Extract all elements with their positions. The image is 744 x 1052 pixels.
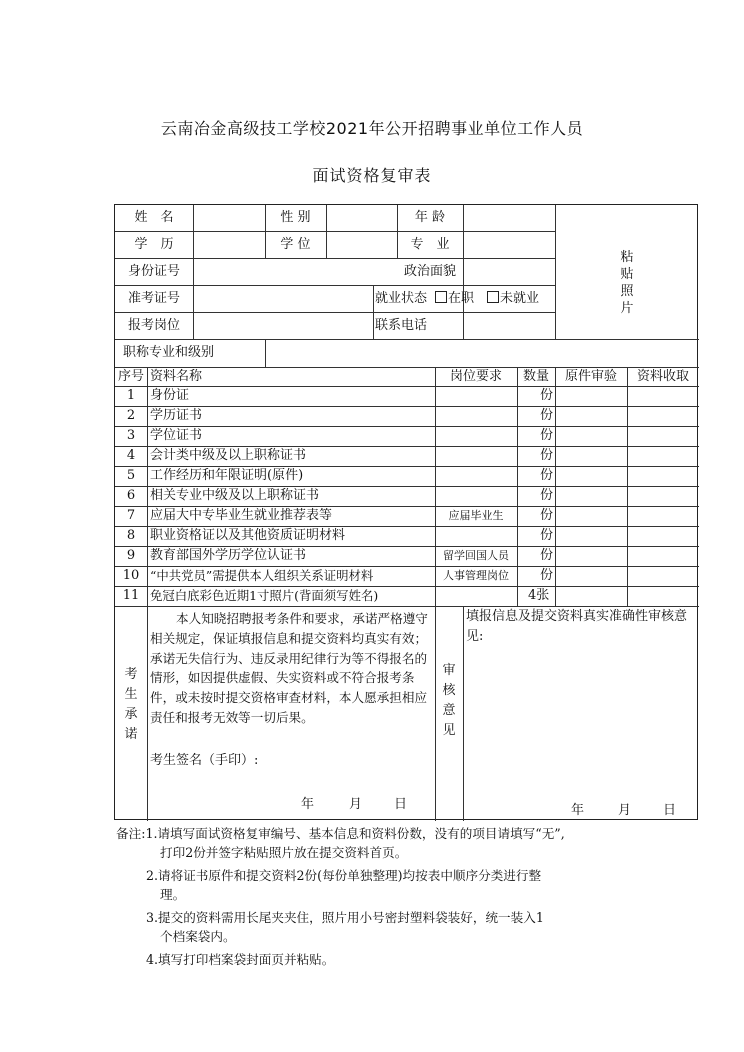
degree-label: 学 位 xyxy=(280,237,311,252)
note-1: 1.请填写面试资格复审编号、基本信息和资料份数，没有的项目请填写“无”, xyxy=(145,826,565,841)
note-4: 4.填写打印档案袋封面页并粘贴。 xyxy=(146,952,335,967)
notes-section xyxy=(116,824,716,969)
row-quantity: 份 xyxy=(540,488,554,503)
row-no: 11 xyxy=(122,588,140,603)
employed-option[interactable] xyxy=(435,291,474,307)
title-level-label: 职称专业和级别 xyxy=(123,345,215,360)
review-year: 年 xyxy=(571,803,585,818)
row-no: 2 xyxy=(126,408,136,423)
promise-label-char: 考 xyxy=(124,667,138,682)
row-quantity: 份 xyxy=(540,548,554,563)
note-2: 2.请将证书原件和提交资料2份(每份单独整理)均按表中顺序分类进行整 xyxy=(146,868,542,883)
review-label-char: 核 xyxy=(442,683,456,698)
row-material: “中共党员”需提供本人组织关系证明材料 xyxy=(150,568,374,583)
employment-status-label: 就业状态 xyxy=(375,291,428,306)
employed-checkbox[interactable] xyxy=(435,291,447,303)
name-label: 姓 名 xyxy=(134,210,174,225)
signature-label: 考生签名（手印）: xyxy=(150,753,259,768)
row-no: 5 xyxy=(126,468,136,483)
row-quantity: 份 xyxy=(540,408,554,423)
note-3-cont: 个档案袋内。 xyxy=(160,929,236,944)
row-no: 1 xyxy=(126,388,136,403)
header-no: 序号 xyxy=(117,369,144,384)
review-text: 填报信息及提交资料真实准确性审核意见: xyxy=(466,609,688,644)
unemployed-option[interactable] xyxy=(487,291,539,307)
promise-year: 年 xyxy=(301,797,315,812)
review-label-char: 意 xyxy=(442,703,456,718)
exam-number-label: 准考证号 xyxy=(127,291,180,306)
note-1-cont: 打印2份并签字粘贴照片放在提交资料首页。 xyxy=(160,845,408,860)
political-status-label: 政治面貌 xyxy=(403,264,456,279)
row-quantity: 份 xyxy=(540,568,554,583)
row-material: 相关专业中级及以上职称证书 xyxy=(150,488,320,503)
row-material: 应届大中专毕业生就业推荐表等 xyxy=(150,508,333,523)
row-no: 10 xyxy=(122,568,140,583)
review-day: 日 xyxy=(663,803,677,818)
review-label-char: 见 xyxy=(442,723,456,738)
review-label xyxy=(441,661,457,741)
row-material: 学位证书 xyxy=(150,428,203,443)
id-number-label: 身份证号 xyxy=(127,264,180,279)
note-3: 3.提交的资料需用长尾夹夹住，照片用小号密封塑料袋装好，统一装入1 xyxy=(146,910,544,925)
header-collect: 资料收取 xyxy=(636,369,689,384)
row-requirement: 应届毕业生 xyxy=(448,509,504,522)
row-no: 3 xyxy=(126,428,136,443)
row-no: 6 xyxy=(126,488,136,503)
position-label: 报考岗位 xyxy=(127,318,180,333)
photo-char: 贴 xyxy=(620,267,634,282)
header-material: 资料名称 xyxy=(150,369,203,384)
row-quantity: 4张 xyxy=(528,588,550,603)
row-quantity: 份 xyxy=(540,448,554,463)
row-requirement: 留学回国人员 xyxy=(443,549,509,562)
review-month: 月 xyxy=(618,803,632,818)
major-label: 专 业 xyxy=(410,237,450,252)
row-quantity: 份 xyxy=(540,468,554,483)
header-quantity: 数量 xyxy=(522,369,549,384)
row-quantity: 份 xyxy=(540,528,554,543)
row-requirement: 人事管理岗位 xyxy=(443,569,509,582)
note-2-cont: 理。 xyxy=(160,887,186,902)
unemployed-option-label: 未就业 xyxy=(500,291,540,306)
education-label: 学 历 xyxy=(134,237,174,252)
row-quantity: 份 xyxy=(540,428,554,443)
review-form-table xyxy=(114,204,698,820)
row-no: 4 xyxy=(126,448,136,463)
row-material: 会计类中级及以上职称证书 xyxy=(150,448,307,463)
promise-label xyxy=(123,665,139,745)
form-subtitle: 面试资格复审表 xyxy=(312,166,432,185)
page-title: 云南冶金高级技工学校2021年公开招聘事业单位工作人员 xyxy=(160,119,584,138)
photo-area xyxy=(620,249,634,317)
header-verify: 原件审验 xyxy=(564,369,617,384)
row-no: 8 xyxy=(126,528,136,543)
row-material: 工作经历和年限证明(原件) xyxy=(150,468,304,483)
promise-text: 本人知晓招聘报考条件和要求，承诺严格遵守相关规定，保证填报信息和提交资料均真实有效；承诺无失信行为、违反录用纪律行为等不得报名的情形，如因提供虚假、失实资料或不符合报考条件，或未按时提交资格审查材料，本人愿承担相应责任和报考无效等一切后果。 xyxy=(150,611,428,725)
promise-label-char: 诺 xyxy=(124,727,138,742)
promise-day: 日 xyxy=(394,797,408,812)
photo-char: 粘 xyxy=(620,250,634,265)
review-label-char: 审 xyxy=(442,663,456,678)
gender-label: 性 别 xyxy=(280,210,311,225)
row-no: 7 xyxy=(126,508,136,523)
employed-option-label: 在职 xyxy=(448,291,475,306)
photo-char: 照 xyxy=(620,284,634,299)
photo-char: 片 xyxy=(620,301,634,316)
row-material: 教育部国外学历学位认证书 xyxy=(150,548,307,563)
phone-label: 联系电话 xyxy=(375,318,428,333)
header-requirement: 岗位要求 xyxy=(449,369,502,384)
row-material: 身份证 xyxy=(150,388,190,403)
row-material: 学历证书 xyxy=(150,408,203,423)
row-no: 9 xyxy=(126,548,136,563)
row-material: 职业资格证以及其他资质证明材料 xyxy=(150,528,346,543)
row-material: 免冠白底彩色近期1寸照片(背面须写姓名) xyxy=(150,588,379,603)
notes-prefix: 备注: xyxy=(116,826,146,841)
promise-label-char: 生 xyxy=(124,687,138,702)
row-quantity: 份 xyxy=(540,508,554,523)
age-label: 年 龄 xyxy=(414,210,446,225)
promise-month: 月 xyxy=(349,797,363,812)
row-quantity: 份 xyxy=(540,388,554,403)
unemployed-checkbox[interactable] xyxy=(487,291,499,303)
promise-label-char: 承 xyxy=(124,707,138,722)
